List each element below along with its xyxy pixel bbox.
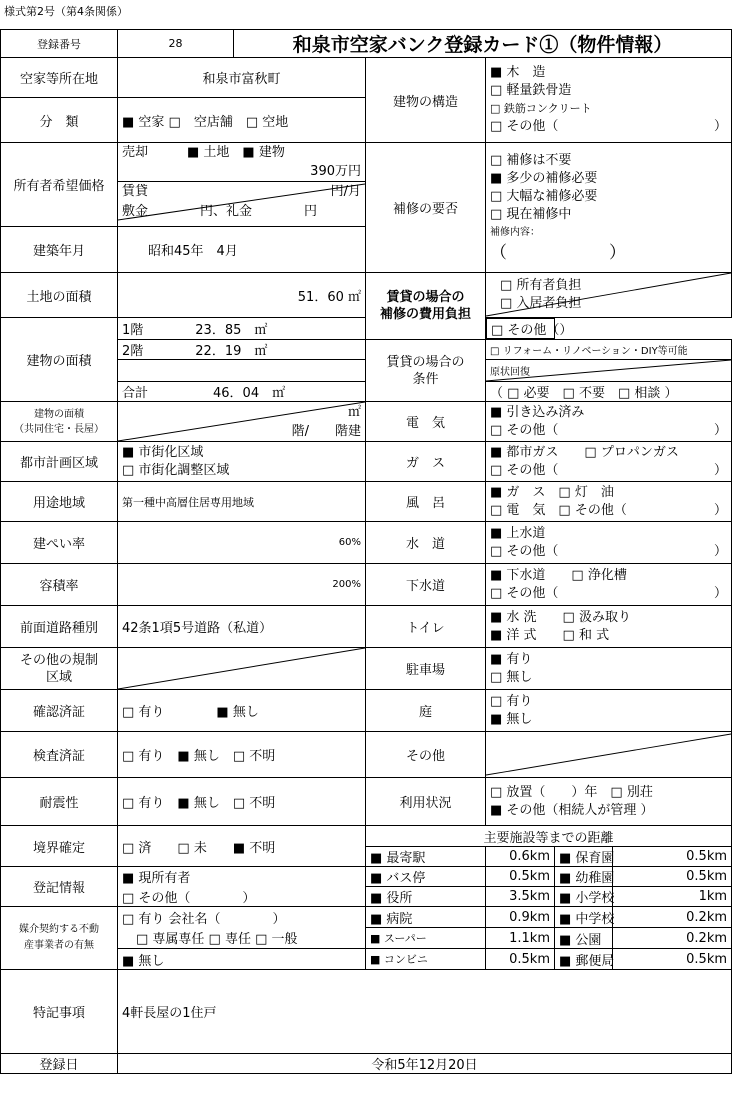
distance-name: ■ 小学校 [555,887,613,907]
confirm-value: □ 有り ■ 無し [118,690,366,732]
other-reg-label [1,648,118,690]
garden-label: 庭 [366,690,486,732]
road-label: 前面道路種別 [1,606,118,648]
land-area-value: 51．60 ㎡ [118,273,366,318]
reg-no-label: 登録番号 [1,30,118,58]
rent-cond-need: （ □ 必要 □ 不要 □ 相談 ） [486,382,732,402]
distance-value: 0.5km [486,867,555,887]
city-plan-control: □ 市街化調整区域 [122,462,230,478]
water-options [486,522,732,564]
distance-name: ■ 幼稚園 [555,867,613,887]
price-sale-value: 390万円 [118,162,365,182]
building-area-label: 建物の面積 [1,318,118,402]
zoning-label: 用途地域 [1,482,118,522]
price-deposit: 敷金 円、礼金 円 [122,204,318,219]
structure-label: 建物の構造 [366,58,486,143]
broker-yes: □ 有り 会社名（ ） [118,907,366,928]
form-number: 様式第2号（第4条関係） [4,5,128,18]
built-label: 建築年月 [1,227,118,273]
water-other: □ その他（ [490,543,559,559]
repair-options [486,143,732,273]
building-area-f2: 2階 22．19 ㎡ [118,340,366,360]
repair-in-progress: □ 現在補修中 [490,206,572,222]
parking-label: 駐車場 [366,648,486,690]
structure-rc: □ 鉄筋コンクリート [490,102,592,115]
price-label: 所有者希望価格 [1,143,118,227]
repair-major: □ 大幅な補修必要 [490,188,598,204]
sewer-other: □ その他（ [490,585,559,601]
property-table [0,29,732,1074]
confirm-label: 確認済証 [1,690,118,732]
distance-value: 3.5km [486,887,555,907]
shared-area-value [118,402,366,442]
inspect-label: 検査済証 [1,732,118,778]
repair-detail: 補修内容： [490,226,540,238]
garden-options [486,690,732,732]
notes-value: 4軒長屋の1住戸 [118,970,732,1054]
far-label: 容積率 [1,564,118,606]
electric-options [486,402,732,442]
structure-options [486,58,732,143]
distance-value: 0.2km [613,928,732,949]
boundary-label: 境界確定 [1,826,118,867]
other-value [486,732,732,778]
gas-city: ■ 都市ガス □ プロパンガス [490,444,679,460]
distance-value: 0.9km [486,907,555,928]
repair-cost-label-1: 賃貸の場合の [386,290,465,305]
garden-no: ■ 無し [490,711,533,727]
reg-date-value: 令和5年12月20日 [118,1054,732,1074]
broker-none: ■ 無し [118,949,366,970]
repair-cost-other-text: □ その他（ [491,323,560,338]
repair-cost-label [366,273,486,340]
other-reg-value [118,648,366,690]
distance-name: ■ 中学校 [555,907,613,928]
distance-value: 0.5km [613,949,732,970]
distance-name: ■ 保育園 [555,847,613,867]
broker-label-1: 媒介契約する不動 [19,924,99,935]
bath-gas: ■ ガ ス □ 灯 油 [490,484,614,500]
reg-date-label: 登録日 [1,1054,118,1074]
water-public: ■ 上水道 [490,525,546,541]
reg-no-value: 28 [118,30,234,58]
shared-area-label-2: （共同住宅・長屋） [14,423,104,435]
boundary-value: □ 済 □ 未 ■ 不明 [118,826,366,867]
distance-header: 主要施設等までの距離 [366,826,732,847]
usage-other: ■ その他（相続人が管理 ） [490,802,654,818]
parking-no: □ 無し [490,669,533,685]
usage-vacant: □ 放置（ ）年 □ 別荘 [490,784,653,800]
price-rent-unit: 円/月 [330,184,361,199]
rent-cond-label-2: 条件 [412,371,439,387]
toilet-flush: ■ 水 洗 □ 汲み取り [490,609,631,625]
repair-cost-owner: □ 所有者負担 [500,278,582,293]
quake-label: 耐震性 [1,778,118,826]
price-sale: 売却 ■ 土地 ■ 建物 [122,145,285,160]
paren: ） [714,502,728,518]
sewer-label: 下水道 [366,564,486,606]
distance-value: 0.5km [613,867,732,887]
repair-cost-options [486,273,732,318]
building-area-blank [118,360,366,382]
distance-value: 1.1km [486,928,555,949]
zoning-value: 第一種中高層住居専用地域 [118,482,366,522]
distance-value: 0.5km [486,949,555,970]
parking-yes: ■ 有り [490,651,533,667]
broker-label-2: 産事業者の有無 [24,940,94,951]
broker-label [1,907,118,970]
electric-label: 電 気 [366,402,486,442]
repair-minor: ■ 多少の補修必要 [490,170,598,186]
garden-yes: □ 有り [490,693,533,709]
gas-label: ガ ス [366,442,486,482]
quake-value: □ 有り ■ 無し □ 不明 [118,778,366,826]
sewer-options [486,564,732,606]
rent-cond-label-1: 賃貸の場合の [386,354,465,370]
building-area-f1: 1階 23．85 ㎡ [118,318,366,340]
water-label: 水 道 [366,522,486,564]
bath-other: □ 電 気 □ その他（ [490,502,627,518]
registry-other: □ その他（ ） [118,887,366,907]
category-value: ■ 空家 □ 空店舗 □ 空地 [118,98,366,143]
building-area-total: 合計 46．04 ㎡ [118,382,366,402]
price-rent: 賃貸 [122,184,149,199]
electric-connected: ■ 引き込み済み [490,404,585,420]
paren: ） [559,323,573,338]
distance-name: ■ 最寄駅 [366,847,486,867]
distance-name: ■ コンビニ [366,949,486,970]
other-reg-label-2: 区域 [45,669,72,685]
city-plan-options [118,442,366,482]
rent-cond-label [366,340,486,402]
land-area-label: 土地の面積 [1,273,118,318]
shared-area-label-1: 建物の面積 [34,408,84,420]
distance-value: 0.2km [613,907,732,928]
distance-name: ■ 役所 [366,887,486,907]
paren: ） [714,585,728,601]
usage-label: 利用状況 [366,778,486,826]
registry-owner: ■ 現所有者 [118,867,366,887]
price-box [118,143,366,227]
structure-other: □ その他（ [490,119,559,134]
usage-options [486,778,732,826]
paren: ） [714,422,728,438]
structure-wood: ■ 木 造 [490,65,546,80]
bath-options [486,482,732,522]
repair-none: □ 補修は不要 [490,152,572,168]
paren: ） [714,543,728,559]
rent-cond-diy-text: □ リフォーム・リノベーション・DIY等可能 [490,346,688,357]
distance-name: ■ 公園 [555,928,613,949]
distance-name: ■ スーパー [366,928,486,949]
electric-other: □ その他（ [490,422,559,438]
category-label: 分 類 [1,98,118,143]
gas-other: □ その他（ [490,462,559,478]
bcr-value: 60% [118,522,366,564]
paren: ） [714,462,728,478]
location-value: 和泉市富秋町 [118,58,366,98]
rent-cond-restore-text: 原状回復 [490,367,530,378]
distance-value: 0.6km [486,847,555,867]
toilet-options [486,606,732,648]
rent-cond-diy [486,340,732,360]
distance-value: 0.5km [613,847,732,867]
sewer-public: ■ 下水道 □ 浄化槽 [490,567,627,583]
inspect-value: □ 有り ■ 無し □ 不明 [118,732,366,778]
repair-label: 補修の要否 [366,143,486,273]
structure-light-steel: □ 軽量鉄骨造 [490,83,572,98]
repair-detail-paren: （ ） [490,242,626,263]
paren: ） [714,119,728,134]
bcr-label: 建ぺい率 [1,522,118,564]
distance-name: ■ 病院 [366,907,486,928]
shared-area-floors: 階/ 階建 [291,423,361,439]
broker-type: □ 専属専任 □ 専任 □ 一般 [118,928,366,949]
other-label: その他 [366,732,486,778]
notes-label: 特記事項 [1,970,118,1054]
distance-name: ■ 郵便局 [555,949,613,970]
rent-cond-restore [486,360,732,382]
parking-options [486,648,732,690]
location-label: 空家等所在地 [1,58,118,98]
other-reg-label-1: その他の規制 [19,652,98,668]
far-value: 200% [118,564,366,606]
toilet-western: ■ 洋 式 □ 和 式 [490,627,610,643]
toilet-label: トイレ [366,606,486,648]
built-value: 昭和45年 4月 [118,227,366,273]
city-plan-urban: ■ 市街化区域 [122,444,204,460]
distance-name: ■ バス停 [366,867,486,887]
repair-cost-tenant: □ 入居者負担 [500,296,582,311]
shared-area-unit: ㎡ [347,404,361,420]
bath-label: 風 呂 [366,482,486,522]
distance-value: 1km [613,887,732,907]
registry-label: 登記情報 [1,867,118,907]
card-title: 和泉市空家バンク登録カード①（物件情報） [234,30,732,58]
road-value: 42条1項5号道路（私道） [118,606,366,648]
repair-cost-other [486,318,573,339]
gas-options [486,442,732,482]
shared-area-label [1,402,118,442]
repair-cost-label-2: 補修の費用負担 [379,307,471,322]
city-plan-label: 都市計画区域 [1,442,118,482]
